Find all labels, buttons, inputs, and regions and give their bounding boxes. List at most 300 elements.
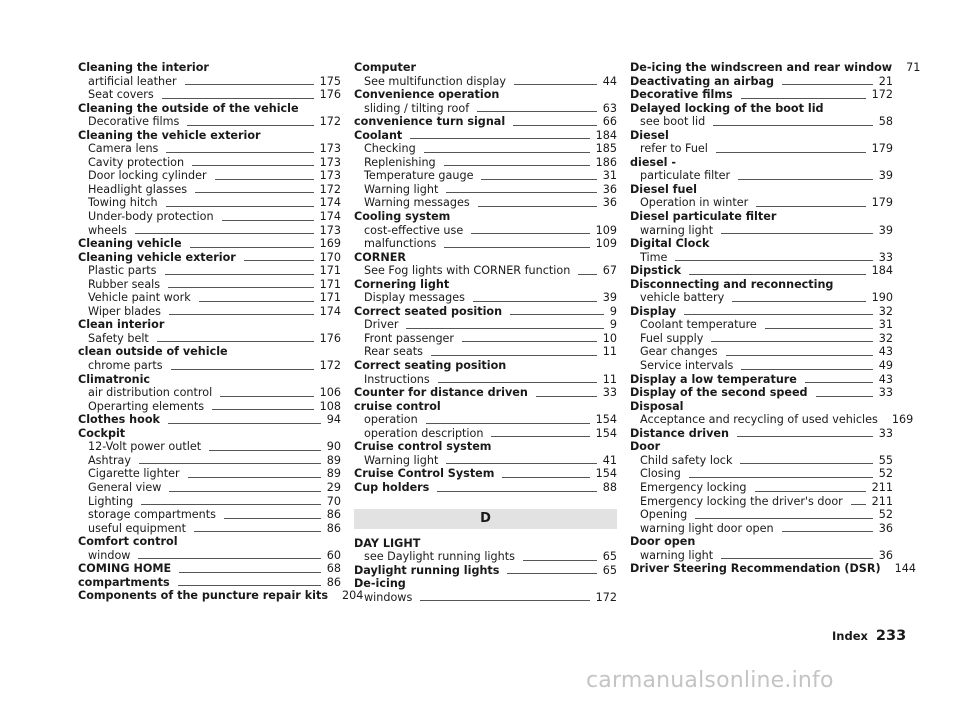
leader-line	[473, 301, 597, 302]
page-reference[interactable]: 58	[878, 115, 893, 129]
index-subentry[interactable]	[78, 508, 341, 522]
index-subentry[interactable]	[354, 550, 617, 564]
leader-line	[523, 560, 597, 561]
page-reference[interactable]: 60	[326, 548, 341, 562]
entry-label: Components of the puncture repair kits	[78, 589, 328, 603]
entry-label: Child safety lock	[640, 453, 733, 467]
leader-line	[481, 179, 596, 180]
page-reference[interactable]: 11	[602, 372, 617, 386]
index-subentry[interactable]	[354, 264, 617, 278]
index-subentry[interactable]	[630, 345, 893, 359]
leader-line	[215, 179, 314, 180]
page-reference[interactable]: 179	[871, 142, 893, 156]
leader-line	[178, 585, 321, 586]
index-entry[interactable]	[78, 413, 341, 427]
index-heading: DAY LIGHT	[354, 536, 421, 550]
entry-label: Operation in winter	[640, 196, 749, 210]
index-subentry[interactable]	[354, 183, 617, 197]
leader-line	[737, 436, 873, 437]
footer-page-number: 233	[875, 628, 907, 644]
entry-label: Cup holders	[354, 480, 430, 494]
page-reference[interactable]: 55	[878, 453, 893, 467]
page-reference[interactable]: 86	[326, 521, 341, 535]
index-entry[interactable]	[78, 576, 341, 590]
page-reference[interactable]: 179	[871, 196, 893, 210]
page-reference[interactable]: 36	[878, 521, 893, 535]
page-reference[interactable]: 171	[319, 291, 341, 305]
page-reference[interactable]: 94	[326, 413, 341, 427]
entry-label: cost-effective use	[364, 223, 464, 237]
entry-label: artificial leather	[88, 74, 177, 88]
index-subentry[interactable]	[78, 183, 341, 197]
page-reference[interactable]: 204	[341, 589, 364, 603]
leader-line	[171, 369, 314, 370]
entry-label: Display of the second speed	[630, 386, 808, 400]
index-entry[interactable]	[78, 251, 341, 265]
index-heading: diesel -	[630, 155, 677, 169]
page-reference[interactable]: 184	[871, 264, 893, 278]
entry-label: Towing hitch	[88, 196, 158, 210]
entry-label: Ashtray	[88, 453, 132, 467]
index-subentry[interactable]	[78, 481, 341, 495]
entry-label: operation description	[364, 426, 484, 440]
page-reference[interactable]: 144	[894, 562, 916, 576]
page-reference[interactable]: 68	[326, 562, 341, 576]
entry-label: storage compartments	[88, 508, 216, 522]
index-subentry[interactable]	[78, 522, 341, 536]
entry-label: General view	[88, 480, 162, 494]
entry-label: Clothes hook	[78, 413, 160, 427]
index-entry[interactable]	[354, 467, 617, 481]
page-reference[interactable]: 31	[602, 169, 617, 183]
index-subentry[interactable]	[78, 264, 341, 278]
entry-label: useful equipment	[88, 521, 187, 535]
index-subentry[interactable]	[354, 332, 617, 346]
index-subentry[interactable]	[78, 210, 341, 224]
entry-label: Under-body protection	[88, 210, 214, 224]
page-reference[interactable]: 86	[326, 575, 341, 589]
page-reference[interactable]: 173	[319, 142, 341, 156]
index-subentry[interactable]	[354, 413, 617, 427]
index-entry[interactable]	[630, 264, 893, 278]
leader-line	[471, 233, 589, 234]
entry-label: warning light	[640, 223, 714, 237]
page-reference[interactable]: 173	[319, 155, 341, 169]
index-entry[interactable]	[630, 75, 893, 89]
leader-line	[513, 125, 597, 126]
leader-line	[187, 125, 313, 126]
entry-label: See multifunction display	[364, 74, 506, 88]
entry-label: see boot lid	[640, 115, 706, 129]
index-subentry[interactable]	[630, 467, 893, 481]
index-entry[interactable]	[78, 589, 364, 603]
page-reference[interactable]: 172	[319, 359, 341, 373]
page-reference[interactable]: 90	[326, 440, 341, 454]
leader-line	[224, 518, 321, 519]
index-heading: Cleaning the interior	[78, 61, 209, 74]
page-reference[interactable]: 52	[878, 508, 893, 522]
page-reference[interactable]: 171	[319, 277, 341, 291]
page-reference[interactable]: 184	[595, 128, 617, 142]
index-subentry[interactable]	[630, 454, 893, 468]
index-subentry[interactable]	[630, 142, 893, 156]
footer-section-label: Index	[832, 629, 868, 643]
index-entry[interactable]	[78, 237, 341, 251]
index-subentry[interactable]	[78, 359, 341, 373]
page-reference[interactable]: 39	[878, 223, 893, 237]
entry-label: Time	[640, 250, 668, 264]
leader-line	[462, 341, 597, 342]
leader-line	[141, 504, 321, 505]
leader-line	[689, 274, 866, 275]
entry-label: Cruise Control System	[354, 467, 495, 481]
entry-label: Warning messages	[364, 196, 470, 210]
entry-label: Coolant	[354, 128, 403, 142]
index-subentry[interactable]	[630, 251, 893, 265]
index-subentry[interactable]	[78, 88, 341, 102]
index-entry[interactable]	[630, 386, 893, 400]
page-reference[interactable]: 172	[595, 590, 617, 604]
page-reference[interactable]: 9	[609, 318, 617, 332]
leader-line	[478, 206, 597, 207]
leader-line	[446, 192, 596, 193]
entry-label: Closing	[640, 467, 681, 481]
page-reference[interactable]: 43	[878, 345, 893, 359]
leader-line	[695, 518, 873, 519]
entry-label: Operarting elements	[88, 399, 205, 413]
page-reference[interactable]: 185	[595, 142, 617, 156]
index-entry[interactable]	[630, 373, 893, 387]
index-subentry[interactable]	[78, 278, 341, 292]
leader-line	[805, 382, 873, 383]
index-subentry[interactable]	[630, 522, 893, 536]
page-reference[interactable]: 154	[595, 426, 617, 440]
index-subentry[interactable]	[78, 400, 341, 414]
page-reference[interactable]: 11	[602, 345, 617, 359]
page-reference[interactable]: 174	[319, 210, 341, 224]
page-reference[interactable]: 10	[602, 331, 617, 345]
page-reference[interactable]: 108	[319, 399, 341, 413]
leader-line	[410, 138, 589, 139]
leader-line	[162, 98, 314, 99]
leader-line	[756, 206, 865, 207]
index-heading: Door open	[630, 535, 696, 549]
entry-label: Acceptance and recycling of used vehicles	[640, 413, 878, 427]
index-heading: Cruise control system	[354, 440, 492, 454]
leader-line	[536, 396, 597, 397]
entry-label: See Fog lights with CORNER function	[364, 264, 571, 278]
index-heading: Comfort control	[78, 535, 178, 549]
entry-label: sliding / tilting roof	[364, 101, 470, 115]
page-reference[interactable]: 154	[595, 467, 617, 481]
index-entry[interactable]	[354, 481, 617, 495]
index-subentry[interactable]	[354, 224, 617, 238]
index-subentry[interactable]	[354, 75, 617, 89]
entry-label: Cigarette lighter	[88, 467, 180, 481]
entry-label: Deactivating an airbag	[630, 74, 775, 88]
entry-label: Vehicle paint work	[88, 291, 191, 305]
index-entry[interactable]	[354, 564, 617, 578]
index-subentry[interactable]	[78, 440, 341, 454]
page-reference[interactable]: 29	[326, 480, 341, 494]
index-subentry[interactable]	[630, 115, 893, 129]
page-reference[interactable]: 172	[319, 182, 341, 196]
leader-line	[477, 111, 597, 112]
page-reference[interactable]: 169	[319, 237, 341, 251]
index-heading: Diesel fuel	[630, 182, 697, 196]
page-reference[interactable]: 31	[878, 318, 893, 332]
leader-line	[816, 396, 873, 397]
page-reference[interactable]: 86	[326, 508, 341, 522]
index-subentry[interactable]	[354, 196, 617, 210]
page-reference[interactable]: 39	[602, 291, 617, 305]
page-reference[interactable]: 36	[602, 196, 617, 210]
page-reference[interactable]: 175	[319, 74, 341, 88]
page-reference[interactable]: 44	[602, 74, 617, 88]
entry-label: warning light door open	[640, 521, 774, 535]
watermark-text: carmanualsonline.info	[586, 668, 834, 693]
entry-label: Cleaning vehicle	[78, 237, 182, 251]
page-reference[interactable]: 70	[326, 494, 341, 508]
page-reference[interactable]: 170	[319, 250, 341, 264]
index-subentry[interactable]	[354, 454, 617, 468]
index-subentry[interactable]	[78, 169, 341, 183]
index-subentry[interactable]	[78, 467, 341, 481]
leader-line	[491, 436, 589, 437]
page-reference[interactable]: 32	[878, 331, 893, 345]
entry-label: air distribution control	[88, 386, 213, 400]
index-subentry[interactable]	[78, 156, 341, 170]
index-subentry[interactable]	[78, 495, 341, 509]
leader-line	[244, 260, 314, 261]
page-reference[interactable]: 211	[871, 480, 893, 494]
index-entry[interactable]	[354, 305, 617, 319]
page-reference[interactable]: 63	[602, 101, 617, 115]
index-entry[interactable]	[630, 427, 893, 441]
page-reference[interactable]: 33	[878, 386, 893, 400]
page-reference[interactable]: 36	[602, 182, 617, 196]
entry-label: Opening	[640, 508, 688, 522]
leader-line	[444, 165, 590, 166]
index-subentry[interactable]	[354, 373, 617, 387]
index-subentry[interactable]	[78, 224, 341, 238]
page-reference[interactable]: 174	[319, 196, 341, 210]
index-heading: cruise control	[354, 399, 441, 413]
entry-label: Emergency locking the driver's door	[640, 494, 843, 508]
index-subentry[interactable]	[354, 237, 617, 251]
page-reference[interactable]: 89	[326, 453, 341, 467]
page-reference[interactable]: 154	[595, 413, 617, 427]
index-entry[interactable]	[630, 88, 893, 102]
index-subentry[interactable]	[354, 318, 617, 332]
entry-label: Plastic parts	[88, 264, 157, 278]
entry-label: Seat covers	[88, 88, 154, 102]
index-subentry[interactable]	[354, 142, 617, 156]
page-reference[interactable]: 36	[878, 548, 893, 562]
leader-line	[507, 573, 596, 574]
index-entry[interactable]	[630, 305, 893, 319]
leader-line	[721, 233, 873, 234]
index-subentry[interactable]	[78, 305, 341, 319]
page-reference[interactable]: 89	[326, 467, 341, 481]
leader-line	[424, 152, 590, 153]
page-reference[interactable]: 21	[878, 74, 893, 88]
page-reference[interactable]: 109	[595, 223, 617, 237]
section-letter-bar: D	[354, 509, 617, 529]
leader-line	[190, 247, 314, 248]
index-subentry[interactable]	[630, 495, 893, 509]
index-subentry[interactable]	[630, 508, 893, 522]
entry-label: Rear seats	[364, 345, 423, 359]
page-reference[interactable]: 172	[319, 115, 341, 129]
index-subentry[interactable]	[78, 332, 341, 346]
index-subentry[interactable]	[630, 196, 893, 210]
page-reference[interactable]: 174	[319, 304, 341, 318]
index-subentry[interactable]	[630, 318, 893, 332]
index-subentry[interactable]	[630, 291, 893, 305]
index-subentry[interactable]	[354, 591, 617, 605]
index-subentry[interactable]	[354, 156, 617, 170]
index-subentry[interactable]	[78, 142, 341, 156]
page-reference[interactable]: 33	[878, 426, 893, 440]
leader-line	[212, 409, 314, 410]
page-reference[interactable]: 88	[602, 480, 617, 494]
index-entry[interactable]	[78, 562, 341, 576]
leader-line	[166, 206, 314, 207]
page-reference[interactable]: 32	[878, 304, 893, 318]
leader-line	[782, 84, 873, 85]
page-reference[interactable]: 65	[602, 563, 617, 577]
index-subentry[interactable]	[78, 291, 341, 305]
index-subentry[interactable]	[354, 427, 617, 441]
leader-line	[195, 192, 314, 193]
index-subentry[interactable]	[78, 386, 341, 400]
index-entry[interactable]	[630, 61, 921, 75]
entry-label: Temperature gauge	[364, 169, 474, 183]
page-reference[interactable]: 65	[602, 550, 617, 564]
leader-line	[716, 152, 866, 153]
index-heading: Delayed locking of the boot lid	[630, 101, 824, 115]
page-reference[interactable]: 176	[319, 88, 341, 102]
entry-label: Wiper blades	[88, 304, 161, 318]
page-reference[interactable]: 169	[891, 413, 914, 427]
entry-label: warning light	[640, 548, 714, 562]
entry-label: Emergency locking	[640, 480, 747, 494]
leader-line	[726, 355, 873, 356]
leader-line	[684, 314, 873, 315]
page-reference[interactable]: 71	[906, 61, 921, 74]
leader-line	[738, 179, 873, 180]
index-subentry[interactable]	[354, 291, 617, 305]
index-subentry[interactable]	[630, 332, 893, 346]
index-heading: Door	[630, 440, 661, 454]
page-reference[interactable]: 67	[602, 264, 617, 278]
index-subentry[interactable]	[630, 169, 893, 183]
entry-label: malfunctions	[364, 237, 437, 251]
leader-line	[138, 558, 320, 559]
page-reference[interactable]: 52	[878, 467, 893, 481]
page-reference[interactable]: 186	[595, 155, 617, 169]
index-entry[interactable]	[630, 562, 916, 576]
page-reference[interactable]: 211	[871, 494, 893, 508]
entry-label: Driver	[364, 318, 399, 332]
page-reference[interactable]: 33	[602, 386, 617, 400]
index-subentry[interactable]	[630, 359, 893, 373]
page-reference[interactable]: 190	[871, 291, 893, 305]
entry-label: chrome parts	[88, 359, 163, 373]
entry-label: Display messages	[364, 291, 465, 305]
index-subentry[interactable]	[630, 413, 914, 427]
page-reference[interactable]: 41	[602, 453, 617, 467]
entry-label: Daylight running lights	[354, 563, 500, 577]
entry-label: windows	[364, 590, 413, 604]
page-reference[interactable]: 176	[319, 331, 341, 345]
entry-label: vehicle battery	[640, 291, 725, 305]
leader-line	[185, 84, 314, 85]
index-subentry[interactable]	[630, 549, 893, 563]
index-heading: Digital Clock	[630, 237, 710, 251]
page-reference[interactable]: 171	[319, 264, 341, 278]
entry-label: Checking	[364, 142, 416, 156]
page-reference[interactable]: 173	[319, 169, 341, 183]
index-heading: Cornering light	[354, 277, 450, 291]
leader-line	[578, 274, 596, 275]
leader-line	[782, 531, 873, 532]
index-subentry[interactable]	[354, 345, 617, 359]
page-reference[interactable]: 172	[871, 88, 893, 102]
index-subentry[interactable]	[630, 481, 893, 495]
index-subentry[interactable]	[78, 196, 341, 210]
page-reference[interactable]: 66	[602, 115, 617, 129]
page-reference[interactable]: 9	[609, 304, 617, 318]
entry-label: Dipstick	[630, 264, 682, 278]
index-heading: Cockpit	[78, 426, 126, 440]
index-subentry[interactable]	[354, 102, 617, 116]
leader-line	[222, 220, 314, 221]
index-heading: Cooling system	[354, 210, 451, 224]
index-entry[interactable]	[354, 129, 617, 143]
entry-label: Display a low temperature	[630, 372, 797, 386]
page-reference[interactable]: 106	[319, 386, 341, 400]
page-reference[interactable]: 49	[878, 359, 893, 373]
page-reference[interactable]: 43	[878, 372, 893, 386]
entry-label: De-icing the windscreen and rear window	[630, 61, 893, 74]
index-subentry[interactable]	[78, 549, 341, 563]
index-subentry[interactable]	[630, 224, 893, 238]
page-reference[interactable]: 39	[878, 169, 893, 183]
index-entry[interactable]	[354, 386, 617, 400]
page-reference[interactable]: 109	[595, 237, 617, 251]
entry-label: Coolant temperature	[640, 318, 757, 332]
entry-label: particulate filter	[640, 169, 731, 183]
index-subentry[interactable]	[354, 169, 617, 183]
index-subentry[interactable]	[78, 75, 341, 89]
index-subentry[interactable]	[78, 115, 341, 129]
page-reference[interactable]: 33	[878, 250, 893, 264]
leader-line	[721, 558, 873, 559]
leader-line	[194, 531, 321, 532]
leader-line	[168, 287, 314, 288]
entry-label: Cavity protection	[88, 155, 185, 169]
index-entry[interactable]	[354, 115, 617, 129]
entry-label: Cleaning vehicle exterior	[78, 250, 236, 264]
entry-label: convenience turn signal	[354, 115, 506, 129]
page-reference[interactable]: 173	[319, 223, 341, 237]
index-subentry[interactable]	[78, 454, 341, 468]
leader-line	[165, 274, 314, 275]
leader-line	[420, 600, 589, 601]
leader-line	[740, 463, 872, 464]
